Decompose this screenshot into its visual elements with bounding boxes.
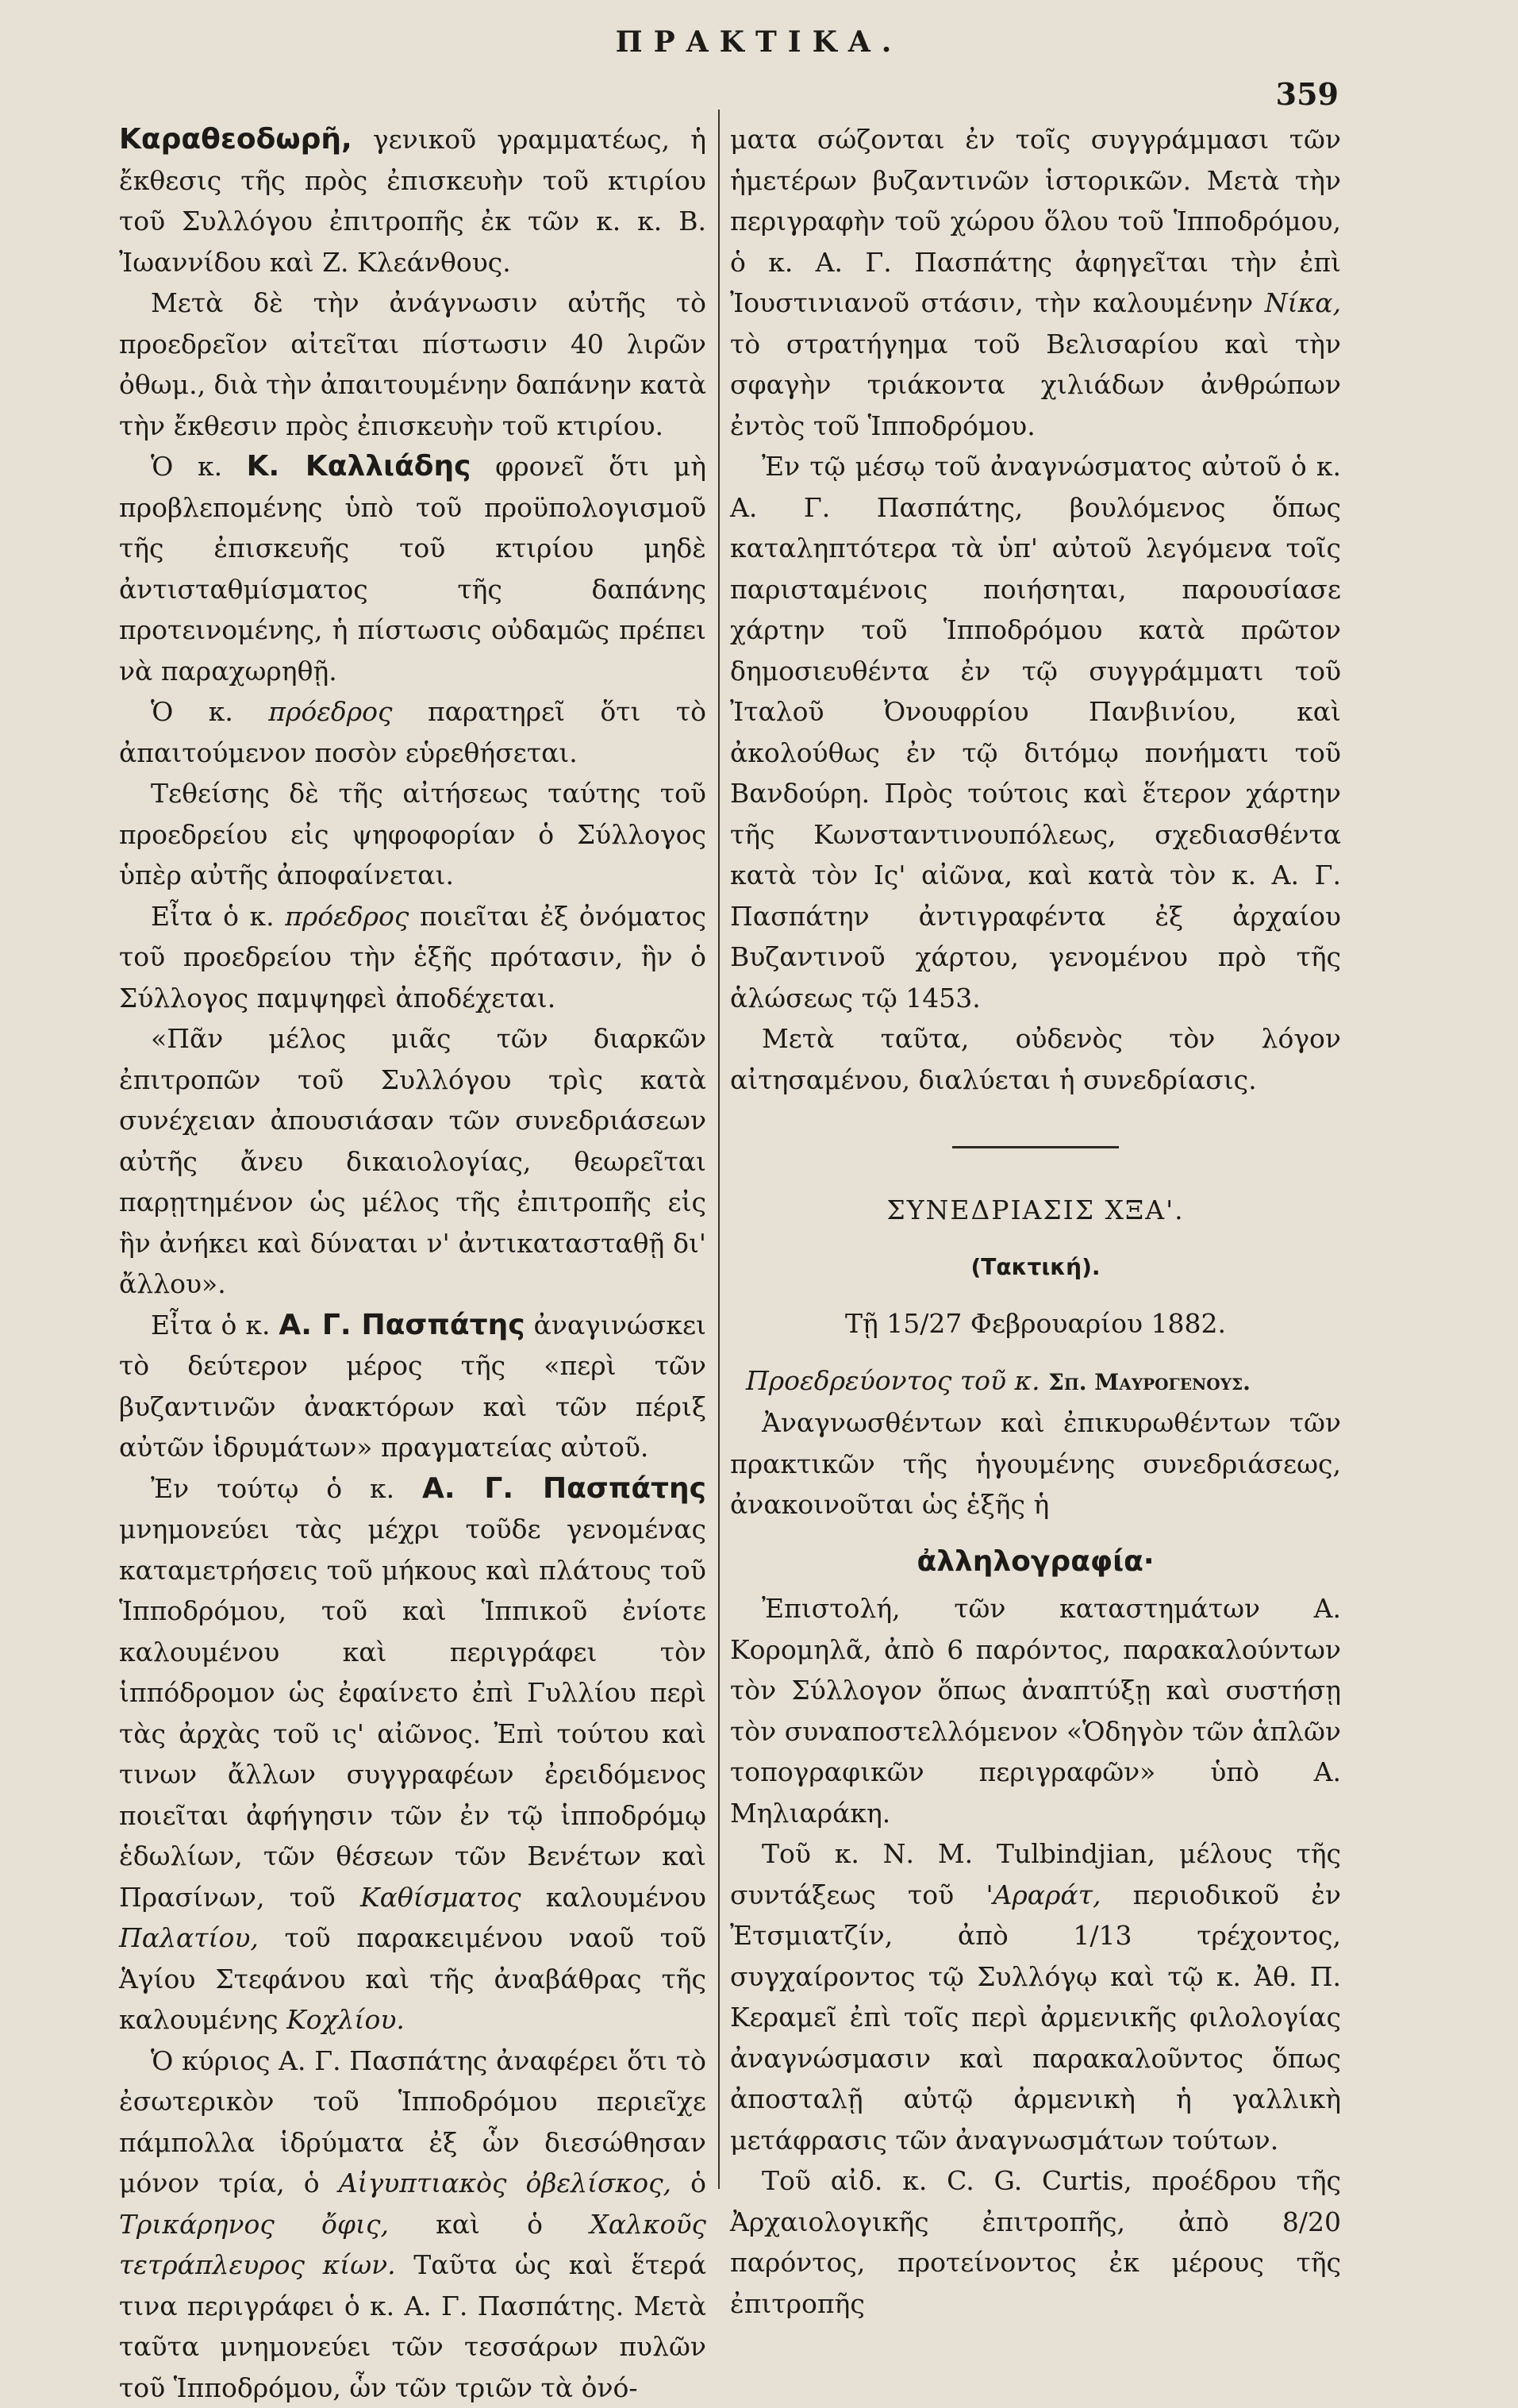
person-name: Σπ. Μαυρογενους. [1048, 1369, 1251, 1395]
person-name: Α. Γ. Πασπάτης [279, 1309, 525, 1341]
paragraph: «Πᾶν μέλος μιᾶς τῶν διαρκῶν ἐπιτροπῶν τοῦ Συλλόγου τρὶς κατὰ συνέχειαν ἀπουσιάσαν τῶν συνεδριάσεων αὐτῆς ἄνευ δικαιολογίας, θεωρεῖται παρῃτημένον ὡς μέλος τῆς ἐπιτροπῆς εἰς ἣν ἀνήκει καὶ δύναται ν' ἀντικατασταθῇ δι' ἄλλου». [119, 1018, 706, 1305]
right-column [730, 119, 1341, 2324]
paragraph: Εἶτα ὁ κ. πρόεδρος ποιεῖται ἐξ ὀνόματος τοῦ προεδρείου τὴν ἑξῆς πρότασιν, ἣν ὁ Σύλλογος παμψηφεὶ ἀποδέχεται. [119, 896, 706, 1019]
correspondence-heading: ἀλληλογραφία· [730, 1541, 1341, 1583]
paragraph: Ὁ κ. Κ. Καλλιάδης φρονεῖ ὅτι μὴ προβλεπομένης ὑπὸ τοῦ προϋπολογισμοῦ τῆς ἐπισκευῆς τοῦ κτιρίου μηδὲ ἀντισταθμίσματος τῆς δαπάνης προτεινομένης, ἡ πίστωσις οὐδαμῶς πρέπει νὰ παραχωρηθῇ. [119, 446, 706, 691]
session-type: (Τακτική). [730, 1245, 1341, 1288]
person-name: Α. Γ. Πασπάτης [422, 1472, 706, 1505]
presiding-line: Προεδρεύοντος τοῦ κ. Σπ. Μαυρογενους. [730, 1360, 1341, 1403]
page-number: 359 [1276, 76, 1339, 112]
paragraph: Ὁ κ. πρόεδρος παρατηρεῖ ὅτι τὸ ἀπαιτούμενον ποσὸν εὑρεθήσεται. [119, 691, 706, 773]
left-column [119, 119, 706, 2408]
paragraph: Ἀναγνωσθέντων καὶ ἐπικυρωθέντων τῶν πρακτικῶν τῆς ἡγουμένης συνεδριάσεως, ἀνακοινοῦται ὡς ἑξῆς ἡ [730, 1402, 1341, 1525]
person-name: Καραθεοδωρῆ, [119, 123, 352, 156]
paragraph: Τεθείσης δὲ τῆς αἰτήσεως ταύτης τοῦ προεδρείου εἰς ψηφοφορίαν ὁ Σύλλογος ὑπὲρ αὐτῆς ἀποφαίνεται. [119, 773, 706, 896]
session-title: ΣΥΝΕΔΡΙΑΣΙΣ ΧΞΑ'. [730, 1190, 1341, 1231]
paragraph: Ἐν τῷ μέσῳ τοῦ ἀναγνώσματος αὐτοῦ ὁ κ. Α. Γ. Πασπάτης, βουλόμενος ὅπως καταληπτότερα τὰ ὑπ' αὐτοῦ λεγόμενα τοῖς παρισταμένοις ποιήσηται, παρουσίασε χάρτην τοῦ Ἱπποδρόμου κατὰ πρῶτον δημοσιευθέντα ἐν τῷ συγγράμματι τοῦ Ἰταλοῦ Ὀνουφρίου Πανβινίου, καὶ ἀκολούθως ἐν τῷ διτόμῳ πονήματι τοῦ Βανδούρη. Πρὸς τούτοις καὶ ἕτερον χάρτην τῆς Κωνσταντινουπόλεως, σχεδιασθέντα κατὰ τὸν Ις' αἰῶνα, καὶ κατὰ τὸν κ. Α. Γ. Πασπάτην ἀντιγραφέντα ἐξ ἀρχαίου Βυζαντινοῦ χάρτου, γενομένου πρὸ τῆς ἁλώσεως τῷ 1453. [730, 446, 1341, 1018]
paragraph: Ὁ κύριος Α. Γ. Πασπάτης ἀναφέρει ὅτι τὸ ἐσωτερικὸν τοῦ Ἱπποδρόμου περιεῖχε πάμπολλα ἱδρύματα ἐξ ὧν διεσώθησαν μόνον τρία, ὁ Αἰγυπτιακὸς ὀβελίσκος, ὁ Τρικάρηνος ὄφις, καὶ ὁ Χαλκοῦς τετράπλευρος κίων. Ταῦτα ὡς καὶ ἕτερά τινα περιγράφει ὁ κ. Α. Γ. Πασπάτης. Μετὰ ταῦτα μνημονεύει τῶν τεσσάρων πυλῶν τοῦ Ἱπποδρόμου, ὧν τῶν τριῶν τὰ ὀνό- [119, 2041, 706, 2408]
paragraph: Ἐν τούτῳ ὁ κ. Α. Γ. Πασπάτης μνημονεύει τὰς μέχρι τοῦδε γενομένας καταμετρήσεις τοῦ μήκους καὶ πλάτους τοῦ Ἱπποδρόμου, τοῦ καὶ Ἱππικοῦ ἐνίοτε καλουμένου καὶ περιγράφει τὸν ἱππόδρομον ὡς ἐφαίνετο ἐπὶ Γυλλίου περὶ τὰς ἀρχὰς τοῦ ις' αἰῶνος. Ἐπὶ τούτου καὶ τινων ἄλλων συγγραφέων ἐρειδόμενος ποιεῖται ἀφήγησιν τῶν ἐν τῷ ἱπποδρόμῳ ἑδωλίων, τῶν θέσεων τῶν Βενέτων καὶ Πρασίνων, τοῦ Καθίσματος καλουμένου Παλατίου, τοῦ παρακειμένου ναοῦ τοῦ Ἁγίου Στεφάνου καὶ τῆς ἀναβάθρας τῆς καλουμένης Κοχλίου. [119, 1468, 706, 2041]
column-rule [718, 110, 720, 2189]
paragraph: Ἐπιστολή, τῶν καταστημάτων Α. Κορομηλᾶ, ἀπὸ 6 παρόντος, παρακαλούντων τὸν Σύλλογον ὅπως ἀναπτύξῃ καὶ συστήσῃ τὸν συναποστελλόμενον «Ὁδηγὸν τῶν ἁπλῶν τοπογραφικῶν περιγραφῶν» ὑπὸ Α. Μηλιαράκη. [730, 1588, 1341, 1833]
paragraph: Εἶτα ὁ κ. Α. Γ. Πασπάτης ἀναγινώσκει τὸ δεύτερον μέρος τῆς «περὶ τῶν βυζαντινῶν ἀνακτόρων καὶ τῶν πέριξ αὐτῶν ἱδρυμάτων» πραγματείας αὐτοῦ. [119, 1305, 706, 1468]
paragraph: Μετὰ ταῦτα, οὐδενὸς τὸν λόγον αἰτησαμένου, διαλύεται ἡ συνεδρίασις. [730, 1018, 1341, 1100]
person-name: Κ. Καλλιάδης [247, 450, 471, 483]
paragraph: Καραθεοδωρῆ, γενικοῦ γραμματέως, ἡ ἔκθεσις τῆς πρὸς ἐπισκευὴν τοῦ κτιρίου τοῦ Συλλόγου ἐπιτροπῆς ἐκ τῶν κ. κ. Β. Ἰωαννίδου καὶ Ζ. Κλεάνθους. [119, 119, 706, 283]
paragraph: Μετὰ δὲ τὴν ἀνάγνωσιν αὐτῆς τὸ προεδρεῖον αἰτεῖται πίστωσιν 40 λιρῶν ὀθωμ., διὰ τὴν ἀπαιτουμένην δαπάνην κατὰ τὴν ἔκθεσιν πρὸς ἐπισκευὴν τοῦ κτιρίου. [119, 283, 706, 446]
session-date: Τῇ 15/27 Φεβρουαρίου 1882. [730, 1303, 1341, 1344]
paragraph: Τοῦ αἰδ. κ. C. G. Curtis, προέδρου τῆς Ἀρχαιολογικῆς ἐπιτροπῆς, ἀπὸ 8/20 παρόντος, προτείνοντος ἐκ μέρους τῆς ἐπιτροπῆς [730, 2160, 1341, 2324]
section-divider [952, 1146, 1119, 1148]
running-head: ΠΡΑΚΤΙΚΑ. [0, 25, 1518, 59]
paragraph: Τοῦ κ. Ν. Μ. Tulbindjian, μέλους τῆς συντάξεως τοῦ 'Αραράτ, περιοδικοῦ ἐν Ἐτσμιατζίν, ἀπὸ 1/13 τρέχοντος, συγχαίροντος τῷ Συλλόγῳ καὶ τῷ κ. Ἀθ. Π. Κεραμεῖ ἐπὶ τοῖς περὶ ἀρμενικῆς φιλολογίας ἀναγνώσμασιν καὶ παρακαλοῦντος ὅπως ἀποσταλῇ αὐτῷ ἀρμενικὴ ἡ γαλλικὴ μετάφρασις τῶν ἀναγνωσμάτων τούτων. [730, 1833, 1341, 2160]
paragraph: ματα σώζονται ἐν τοῖς συγγράμμασι τῶν ἡμετέρων βυζαντινῶν ἱστορικῶν. Μετὰ τὴν περιγραφὴν τοῦ χώρου ὅλου τοῦ Ἱπποδρόμου, ὁ κ. Α. Γ. Πασπάτης ἀφηγεῖται τὴν ἐπὶ Ἰουστινιανοῦ στάσιν, τὴν καλουμένην Νίκα, τὸ στρατήγημα τοῦ Βελισαρίου καὶ τὴν σφαγὴν τριάκοντα χιλιάδων ἀνθρώπων ἐντὸς τοῦ Ἱπποδρόμου. [730, 119, 1341, 446]
